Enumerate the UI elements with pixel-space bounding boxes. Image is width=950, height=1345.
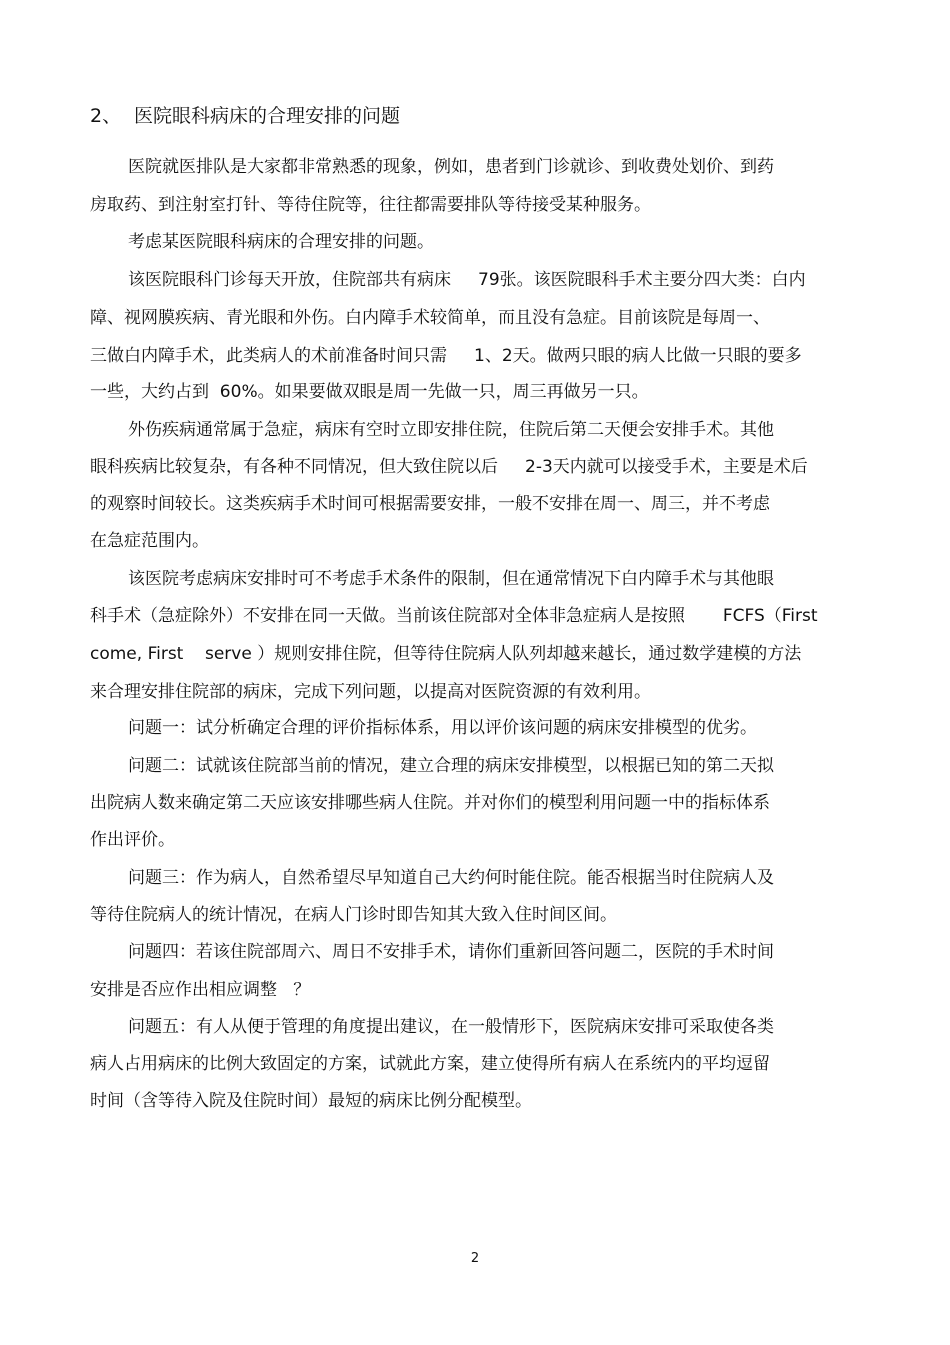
paragraph-line: 一些，大约占到 60%。如果要做双眼是周一先做一只，周三再做另一只。: [90, 382, 649, 402]
paragraph-line: 时间（含等待入院及住院时间）最短的病床比例分配模型。: [90, 1091, 532, 1111]
paragraph-line: 外伤疾病通常属于急症，病床有空时立即安排住院，住院后第二天便会安排手术。其他: [128, 420, 774, 440]
paragraph-line: 科手术（急症除外）不安排在同一天做。当前该住院部对全体非急症病人是按照 FCFS（First: [90, 606, 818, 626]
paragraph-line: 的观察时间较长。这类疾病手术时间可根据需要安排，一般不安排在周一、周三，并不考虑: [90, 494, 770, 514]
section-number: 2、: [90, 105, 122, 127]
paragraph-line: 医院就医排队是大家都非常熟悉的现象，例如，患者到门诊就诊、到收费处划价、到药: [128, 157, 774, 177]
paragraph-line: 障、视网膜疾病、青光眼和外伤。白内障手术较简单，而且没有急症。目前该院是每周一、: [90, 308, 770, 328]
page-number: 2: [470, 1251, 480, 1266]
paragraph-line: 病人占用病床的比例大致固定的方案，试就此方案，建立使得所有病人在系统内的平均逗留: [90, 1054, 770, 1074]
section-title: 医院眼科病床的合理安排的问题: [134, 105, 401, 127]
paragraph-line: 房取药、到注射室打针、等待住院等，往往都需要排队等待接受某种服务。: [90, 195, 651, 215]
paragraph-line: 来合理安排住院部的病床，完成下列问题，以提高对医院资源的有效利用。: [90, 682, 651, 702]
paragraph-line: 作出评价。: [90, 830, 175, 850]
paragraph-line: 问题四：若该住院部周六、周日不安排手术，请你们重新回答问题二，医院的手术时间: [128, 942, 774, 962]
paragraph-line: 问题三：作为病人，自然希望尽早知道自己大约何时能住院。能否根据当时住院病人及: [128, 868, 774, 888]
paragraph-line: 问题一：试分析确定合理的评价指标体系，用以评价该问题的病床安排模型的优劣。: [128, 718, 757, 738]
paragraph-line: 出院病人数来确定第二天应该安排哪些病人住院。并对你们的模型利用问题一中的指标体系: [90, 793, 770, 813]
paragraph-line: 眼科疾病比较复杂，有各种不同情况，但大致住院以后 2-3天内就可以接受手术，主要是术后: [90, 457, 808, 477]
paragraph-line: 问题五：有人从便于管理的角度提出建议，在一般情形下，医院病床安排可采取使各类: [128, 1017, 774, 1037]
paragraph-line: 考虑某医院眼科病床的合理安排的问题。: [128, 232, 434, 252]
paragraph-line: come, First serve ）规则安排住院，但等待住院病人队列却越来越长，通过数学建模的方法: [90, 644, 802, 664]
paragraph-line: 安排是否应作出相应调整 ？: [90, 980, 311, 1000]
section-heading: [90, 102, 400, 130]
paragraph-line: 在急症范围内。: [90, 531, 209, 551]
paragraph-line: 问题二：试就该住院部当前的情况，建立合理的病床安排模型，以根据已知的第二天拟: [128, 756, 774, 776]
paragraph-line: 等待住院病人的统计情况，在病人门诊时即告知其大致入住时间区间。: [90, 905, 617, 925]
paragraph-line: 该医院考虑病床安排时可不考虑手术条件的限制，但在通常情况下白内障手术与其他眼: [128, 569, 774, 589]
paragraph-line: 该医院眼科门诊每天开放，住院部共有病床 79张。该医院眼科手术主要分四大类：白内: [128, 270, 806, 290]
paragraph-line: 三做白内障手术，此类病人的术前准备时间只需 1、2天。做两只眼的病人比做一只眼的要多: [90, 346, 802, 366]
